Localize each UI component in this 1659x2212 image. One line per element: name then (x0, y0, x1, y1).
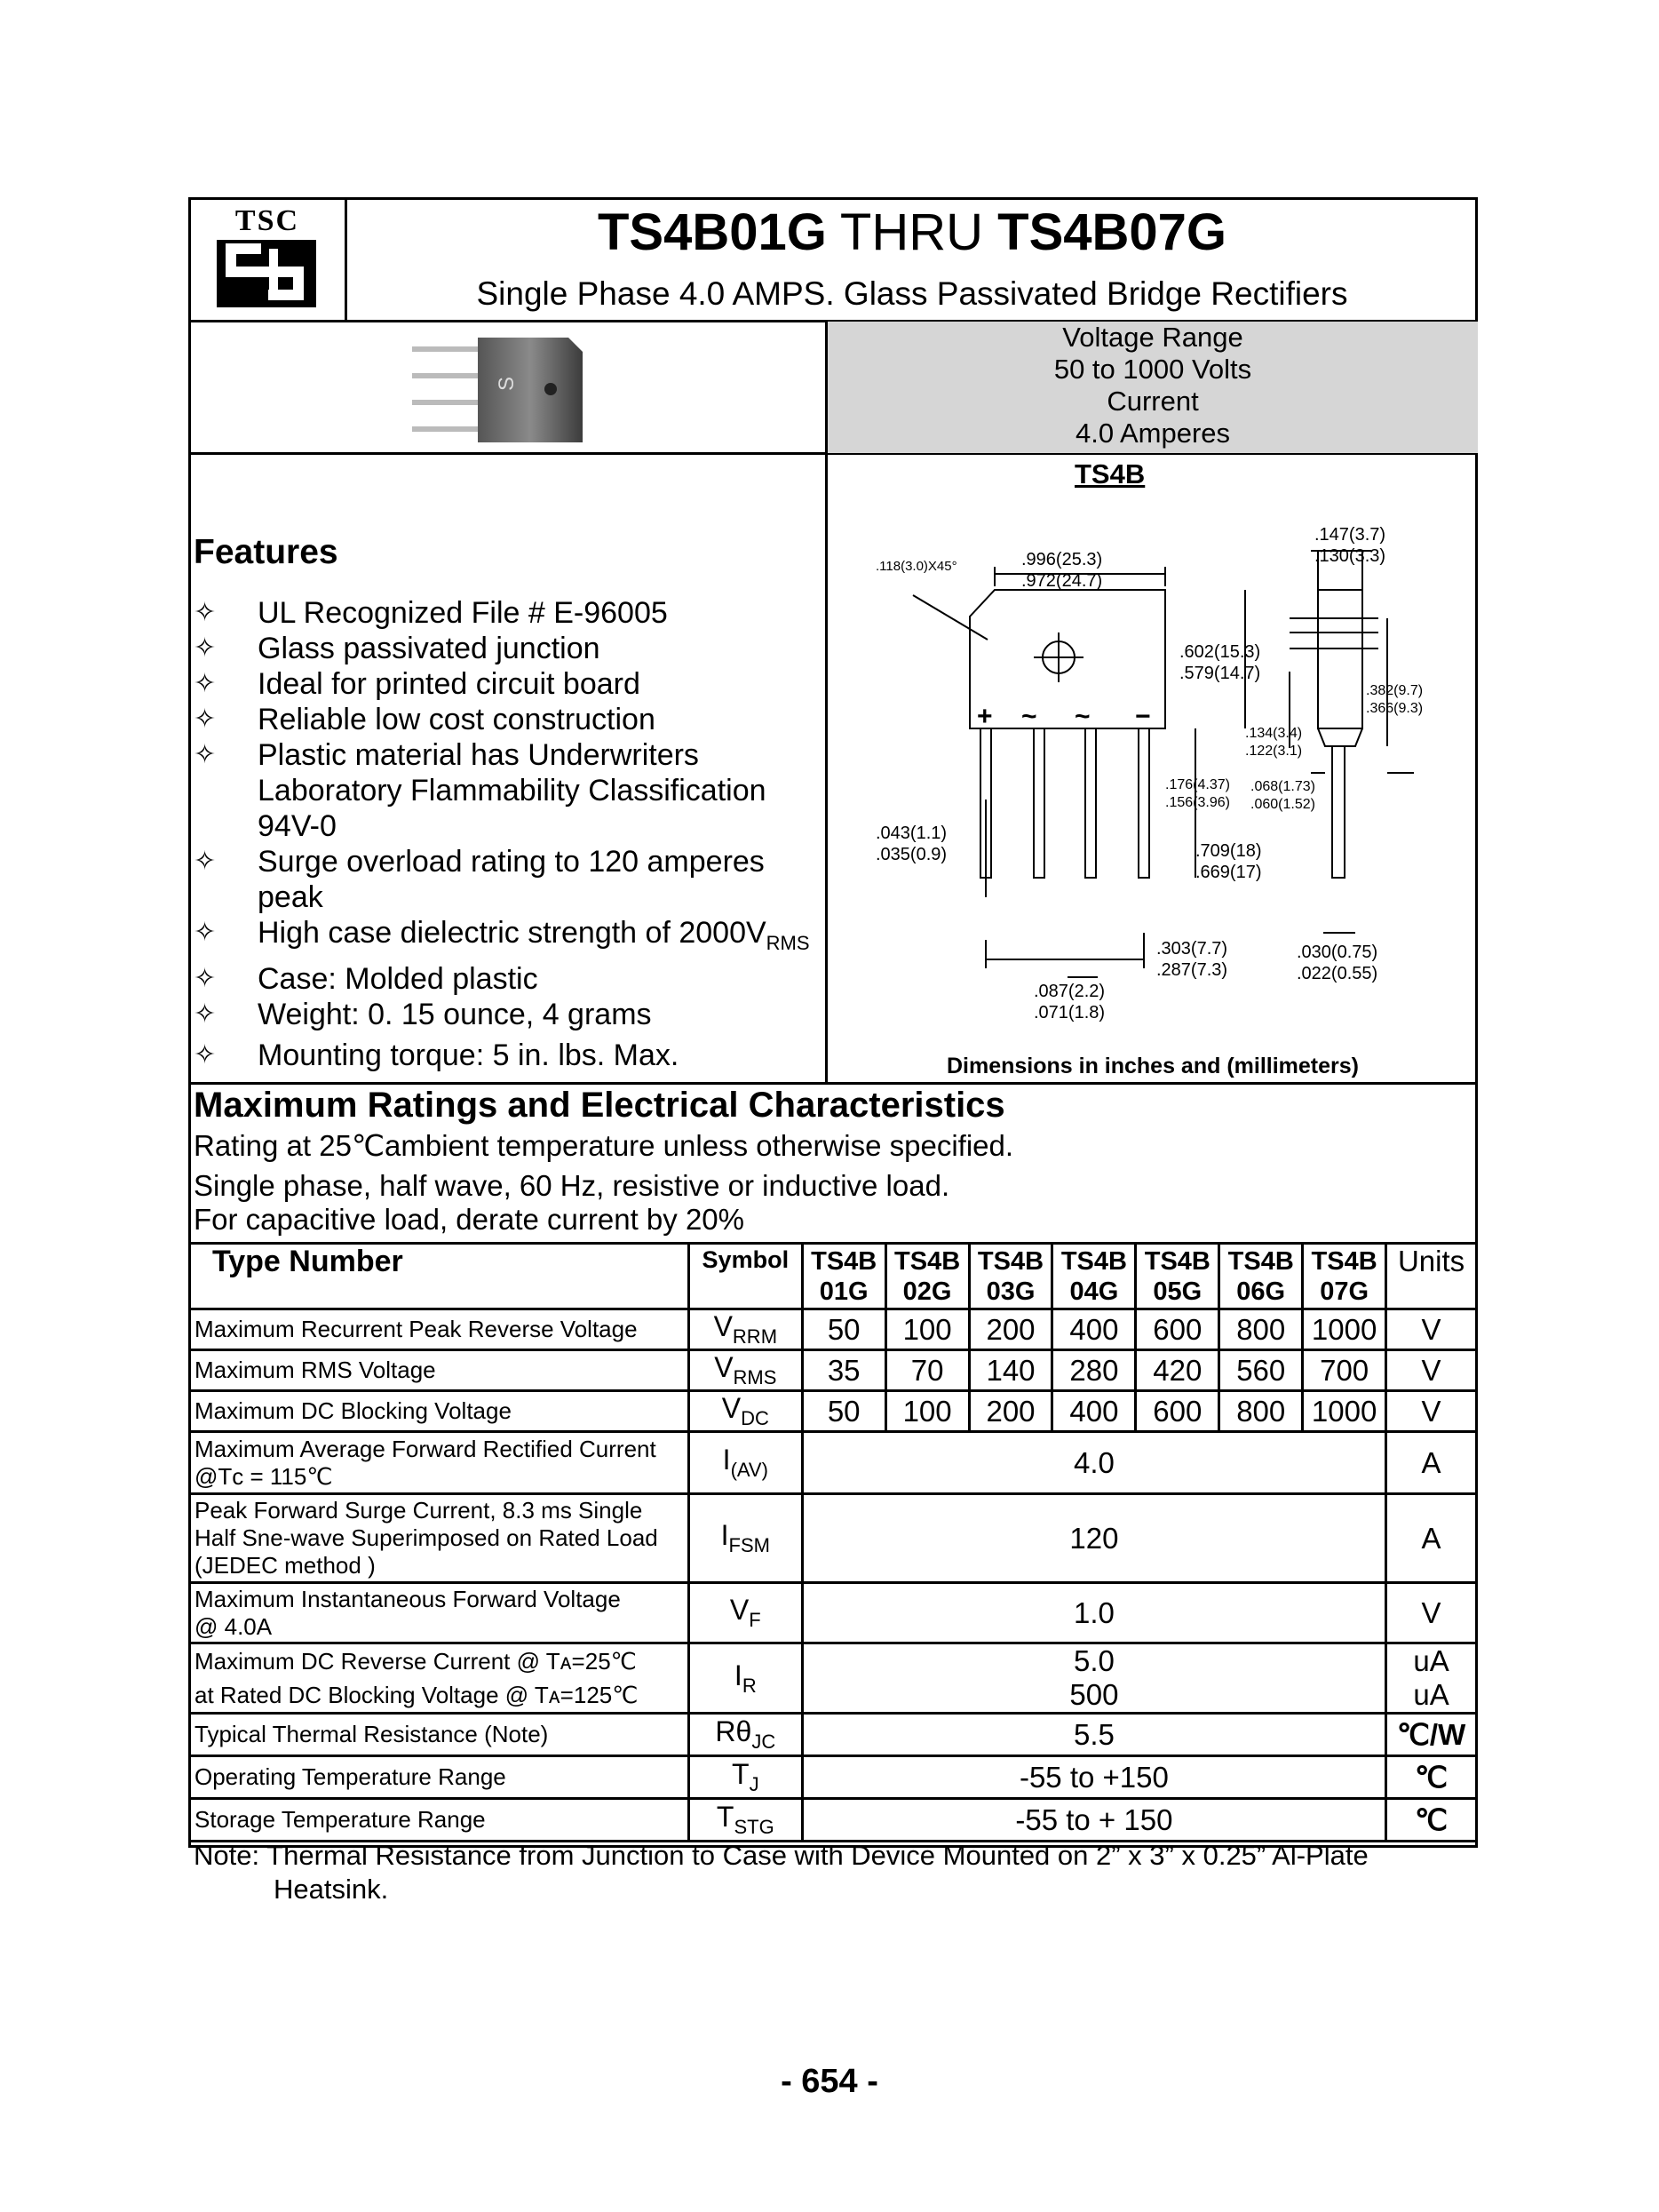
bullet-icon: ✧ (194, 669, 217, 698)
list-item: ✧ High case dielectric strength of $2000V_{RMS}$ (194, 915, 833, 961)
part-header: TS4B 05G (1136, 1244, 1219, 1309)
logo-text: TSC (234, 204, 300, 237)
part-header: TS4B 03G (969, 1244, 1052, 1309)
part-header: TS4B 04G (1052, 1244, 1136, 1309)
rms-subscript: RMS (766, 931, 810, 954)
bullet-icon: ✧ (194, 1039, 217, 1070)
svg-text:S: S (495, 376, 519, 391)
dim-thickness-max: .147(3.7) (1314, 525, 1386, 545)
table-row: Typical Thermal Resistance (Note) $R\theta_{JC}$ 5.5 ℃/W (190, 1714, 1477, 1756)
dim-chamfer: .118(3.0)X45° (876, 559, 957, 574)
current-label: Current (1107, 386, 1199, 417)
table-row: Peak Forward Surge Current, 8.3 ms Single Half Sne-wave Superimposed on Rated Load (JEDEC method ) $I_{FSM}$ 120 A (190, 1494, 1477, 1583)
dim-side-max: .382(9.7) (1366, 683, 1424, 698)
list-item: ✧ Glass passivated junction (194, 632, 600, 665)
table-row: Maximum Average Forward Rectified Current @Tᴄ = 115℃ $I_{(AV)}$ 4.0 A (190, 1432, 1477, 1494)
features-divider (188, 1082, 1478, 1085)
dim-lead-dia-min: .035(0.9) (876, 845, 948, 864)
features-heading: Features (194, 533, 338, 571)
dim-height-min: .579(14.7) (1179, 664, 1261, 683)
current-value: 4.0 Amperes (1075, 418, 1231, 449)
dim-lead-dia-max: .043(1.1) (876, 824, 948, 843)
page-subtitle: Single Phase 4.0 AMPS. Glass Passivated Bridge Rectifiers (476, 275, 1348, 312)
dim-lead-length-max: .709(18) (1195, 841, 1262, 861)
company-logo (210, 206, 325, 314)
table-row: Storage Temperature Range $T_{STG}$ -55 to + 150 ℃ (190, 1799, 1477, 1842)
units-header: Units (1386, 1244, 1477, 1309)
table-row: Maximum Instantaneous Forward Voltage @ 4.0A $V_F$ 1.0 V (190, 1583, 1477, 1643)
bullet-icon: ✧ (194, 918, 217, 947)
table-row: Maximum DC Blocking Voltage $V_{DC}$ 50 100 200 400 600 800 1000 V (190, 1391, 1477, 1432)
dim-lead-gap-max: .087(2.2) (1034, 982, 1106, 1001)
package-label: TS4B (1075, 458, 1146, 489)
svg-text:~: ~ (1021, 702, 1037, 731)
product-photo (409, 334, 586, 446)
condition-line: Single phase, half wave, 60 Hz, resistive or inductive load. (194, 1169, 950, 1202)
dim-lead-offset-max: .134(3.4) (1245, 726, 1303, 741)
dim-lead-thick-max: .030(0.75) (1297, 943, 1378, 962)
bullet-icon: ✧ (194, 633, 217, 663)
svg-text:~: ~ (1075, 702, 1091, 731)
table-header-row (190, 1244, 1477, 1309)
list-item: ✧ Ideal for printed circuit board (194, 667, 640, 701)
rating-summary-box (828, 322, 1478, 453)
list-item: ✧ Plastic material has Underwriters Laboratory Flammability Classification 94V-0 (194, 738, 766, 843)
dim-lead-width-min: .060(1.52) (1250, 797, 1315, 812)
dim-lead-gap-min: .071(1.8) (1034, 1003, 1106, 1022)
part-header: TS4B 07G (1303, 1244, 1386, 1309)
dim-pitch-min: .156(3.96) (1165, 795, 1230, 810)
page-title: TS4B01G THRU TS4B07G (597, 203, 1227, 261)
voltage-range-value: 50 to 1000 Volts (1053, 354, 1252, 385)
list-item: ✧ UL Recognized File # E-96005 (194, 596, 668, 630)
dim-lead-thick-min: .022(0.55) (1297, 964, 1378, 983)
dim-length-max: .996(25.3) (1021, 550, 1103, 569)
dimension-caption: Dimensions in inches and (millimeters) (946, 1054, 1359, 1078)
list-item: ✧ Weight: 0. 15 ounce, 4 grams (194, 997, 652, 1031)
condition-line: Rating at 25℃ambient temperature unless otherwise specified. (194, 1129, 1014, 1162)
dim-length-min: .972(24.7) (1021, 571, 1103, 591)
ratings-heading: Maximum Ratings and Electrical Characteristics (194, 1086, 1005, 1125)
page-number: - 654 - (781, 2063, 878, 2100)
table-row: Maximum RMS Voltage $V_{RMS}$ 35 70 140 280 420 560 700 V (190, 1350, 1477, 1391)
svg-text:+: + (977, 702, 993, 731)
bullet-icon: ✧ (194, 999, 217, 1029)
part-header: TS4B 06G (1219, 1244, 1303, 1309)
package-dimension-drawing (828, 515, 1478, 1048)
ratings-table (188, 1242, 1478, 1842)
part-header: TS4B 02G (885, 1244, 969, 1309)
list-item: ✧ Reliable low cost construction (194, 703, 655, 736)
dim-lead-width-max: .068(1.73) (1250, 779, 1315, 794)
table-row: Maximum Recurrent Peak Reverse Voltage $V_{RRM}$ 50 100 200 400 600 800 1000 V (190, 1309, 1477, 1350)
dim-span-max: .303(7.7) (1156, 939, 1228, 959)
bullet-icon: ✧ (194, 704, 217, 734)
dim-height-max: .602(15.3) (1179, 642, 1261, 662)
part-header: TS4B 01G (802, 1244, 885, 1309)
bullet-icon: ✧ (194, 740, 217, 769)
dim-lead-offset-min: .122(3.1) (1245, 744, 1303, 759)
list-item: ✧ Surge overload rating to 120 amperes peak (194, 845, 765, 914)
condition-line: For capacitive load, derate current by 20% (194, 1203, 744, 1236)
table-row: Operating Temperature Range $T_J$ -55 to +150 ℃ (190, 1756, 1477, 1799)
bullet-icon: ✧ (194, 598, 217, 627)
dim-thickness-min: .130(3.3) (1314, 546, 1386, 566)
dim-pitch-max: .176(4.37) (1165, 777, 1230, 792)
bullet-icon: ✧ (194, 847, 217, 876)
svg-text:−: − (1135, 702, 1151, 731)
voltage-range-label: Voltage Range (1062, 322, 1243, 353)
type-number-header: Type Number (190, 1244, 689, 1309)
footnote: Note: Thermal Resistance from Junction to Case with Device Mounted on 2” x 3” x 0.25” Al-Plate Heatsink. (194, 1840, 1369, 1905)
table-row: Maximum DC Reverse Current @ Tᴀ=25℃ at Rated DC Blocking Voltage @ Tᴀ=125℃ $I_R$ 5.0 500 uA uA (190, 1643, 1477, 1714)
bullet-icon: ✧ (194, 963, 217, 993)
features-list (194, 595, 833, 1073)
symbol-header: Symbol (688, 1244, 802, 1309)
dim-lead-length-min: .669(17) (1195, 863, 1262, 882)
dim-side-min: .366(9.3) (1366, 701, 1424, 716)
logo-mark-icon (210, 236, 325, 313)
dim-span-min: .287(7.3) (1156, 960, 1228, 980)
list-item: ✧ Case: Molded plastic (194, 961, 538, 996)
list-item: ✧ Mounting torque: 5 in. lbs. Max. (194, 1038, 679, 1072)
